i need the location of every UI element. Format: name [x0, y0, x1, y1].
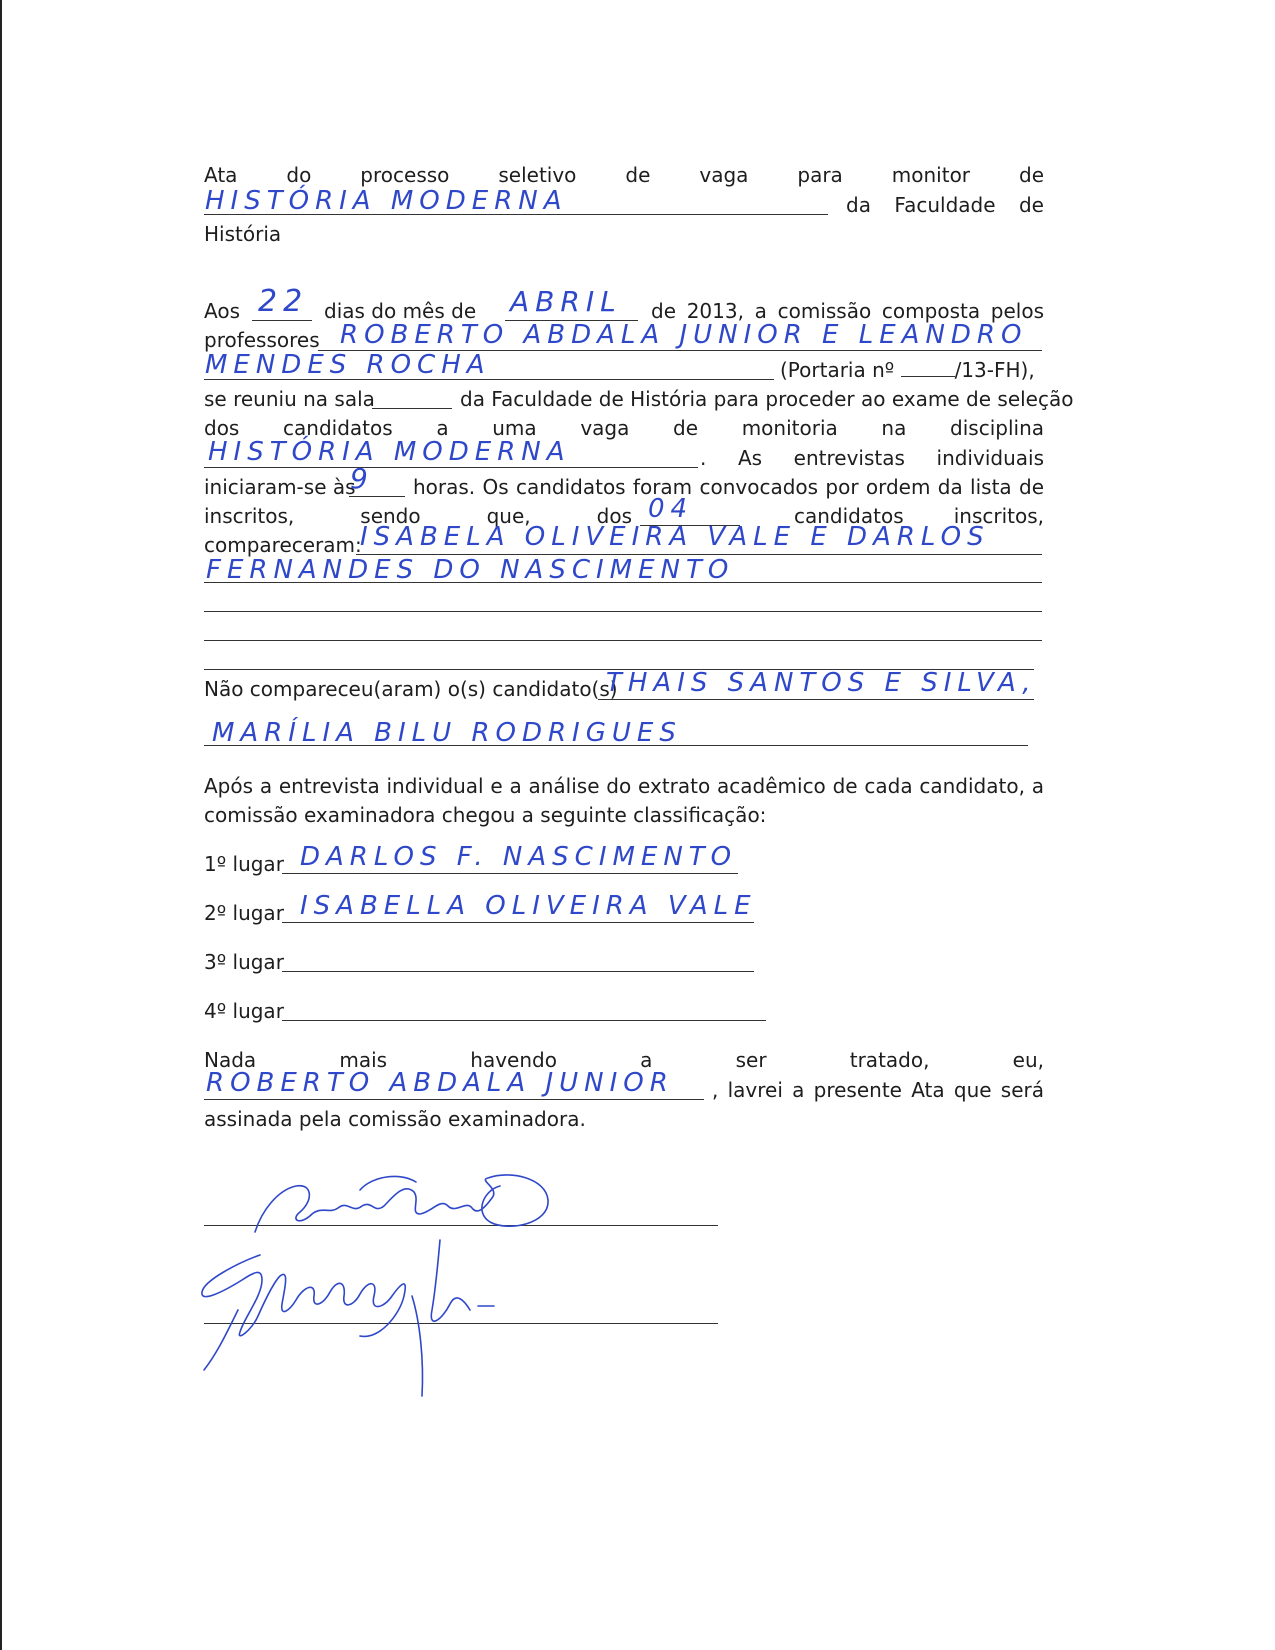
absent-label: Não compareceu(aram) o(s) candidato(s) — [204, 677, 618, 701]
compareceram-label: compareceram: — [204, 533, 362, 557]
heading-text: Ata do processo seletivo de vaga para monitor de — [204, 163, 1044, 187]
iniciaram-text: iniciaram-se às — [204, 475, 356, 499]
discipline-value: HISTÓRIA MODERNA — [208, 437, 571, 467]
professores-label: professores — [204, 328, 320, 352]
present-value-2: FERNANDES DO NASCIMENTO — [206, 555, 735, 585]
portaria-open: (Portaria nº — [780, 358, 895, 382]
rank-1-name: DARLOS F. NASCIMENTO — [300, 842, 738, 872]
writer-name: ROBERTO ABDALA JUNIOR — [206, 1068, 674, 1098]
candidatos-line: dos candidatos a uma vaga de monitoria na disciplina — [204, 416, 1044, 440]
absent-value-1: THAIS SANTOS E SILVA, — [606, 668, 1037, 698]
closing-line-3: assinada pela comissão examinadora. — [204, 1107, 586, 1131]
hour-value: 9 — [350, 462, 374, 495]
sala-text-1: se reuniu na sala — [204, 387, 375, 411]
rank-2-name: ISABELLA OLIVEIRA VALE — [300, 891, 757, 921]
rank-1-label: 1º lugar — [204, 852, 284, 876]
horas-text: horas. Os candidatos foram convocados por ordem da lista de — [413, 475, 1044, 499]
heading-line-3: História — [204, 222, 282, 246]
sala-text-2: da Faculdade de História para proceder ao exame de seleção — [460, 387, 1074, 411]
year-text: de 2013, a comissão composta pelos — [651, 299, 1044, 323]
closing-line-2: , lavrei a presente Ata que será — [712, 1078, 1044, 1102]
day-value: 22 — [258, 284, 309, 319]
signature-2 — [202, 1255, 405, 1336]
heading-line-2: da Faculdade de — [846, 193, 1044, 217]
rank-2-label: 2º lugar — [204, 901, 284, 925]
inscritos-text-1: inscritos, sendo que, dos — [204, 504, 632, 528]
present-value-1: ISABELA OLIVEIRA VALE E DARLOS — [360, 522, 990, 552]
signature-1 — [255, 1175, 548, 1232]
portaria-close: /13-FH), — [954, 358, 1035, 382]
rank-3-label: 3º lugar — [204, 950, 284, 974]
count-value: 04 — [648, 494, 694, 524]
entrevistas-text: . As entrevistas individuais — [700, 446, 1044, 470]
dias-mes-label: dias do mês de — [324, 299, 477, 323]
inscritos-text-2: candidatos inscritos, — [794, 504, 1044, 528]
professors-value-1: ROBERTO ABDALA JUNIOR E LEANDRO — [340, 320, 1028, 350]
absent-value-2: MARÍLIA BILU RODRIGUES — [212, 718, 682, 748]
closing-line-1: Nada mais havendo a ser tratado, eu, — [204, 1048, 1044, 1072]
result-paragraph: Após a entrevista individual e a análise do extrato acadêmico de cada candidato, a comissão examinadora chegou a seguinte classificação: — [204, 774, 1044, 827]
heading-discipline: HISTÓRIA MODERNA — [205, 186, 568, 216]
month-value: ABRIL — [510, 285, 622, 318]
rank-4-label: 4º lugar — [204, 999, 284, 1023]
professors-value-2: MENDES ROCHA — [205, 350, 491, 380]
aos-label: Aos — [204, 299, 240, 323]
